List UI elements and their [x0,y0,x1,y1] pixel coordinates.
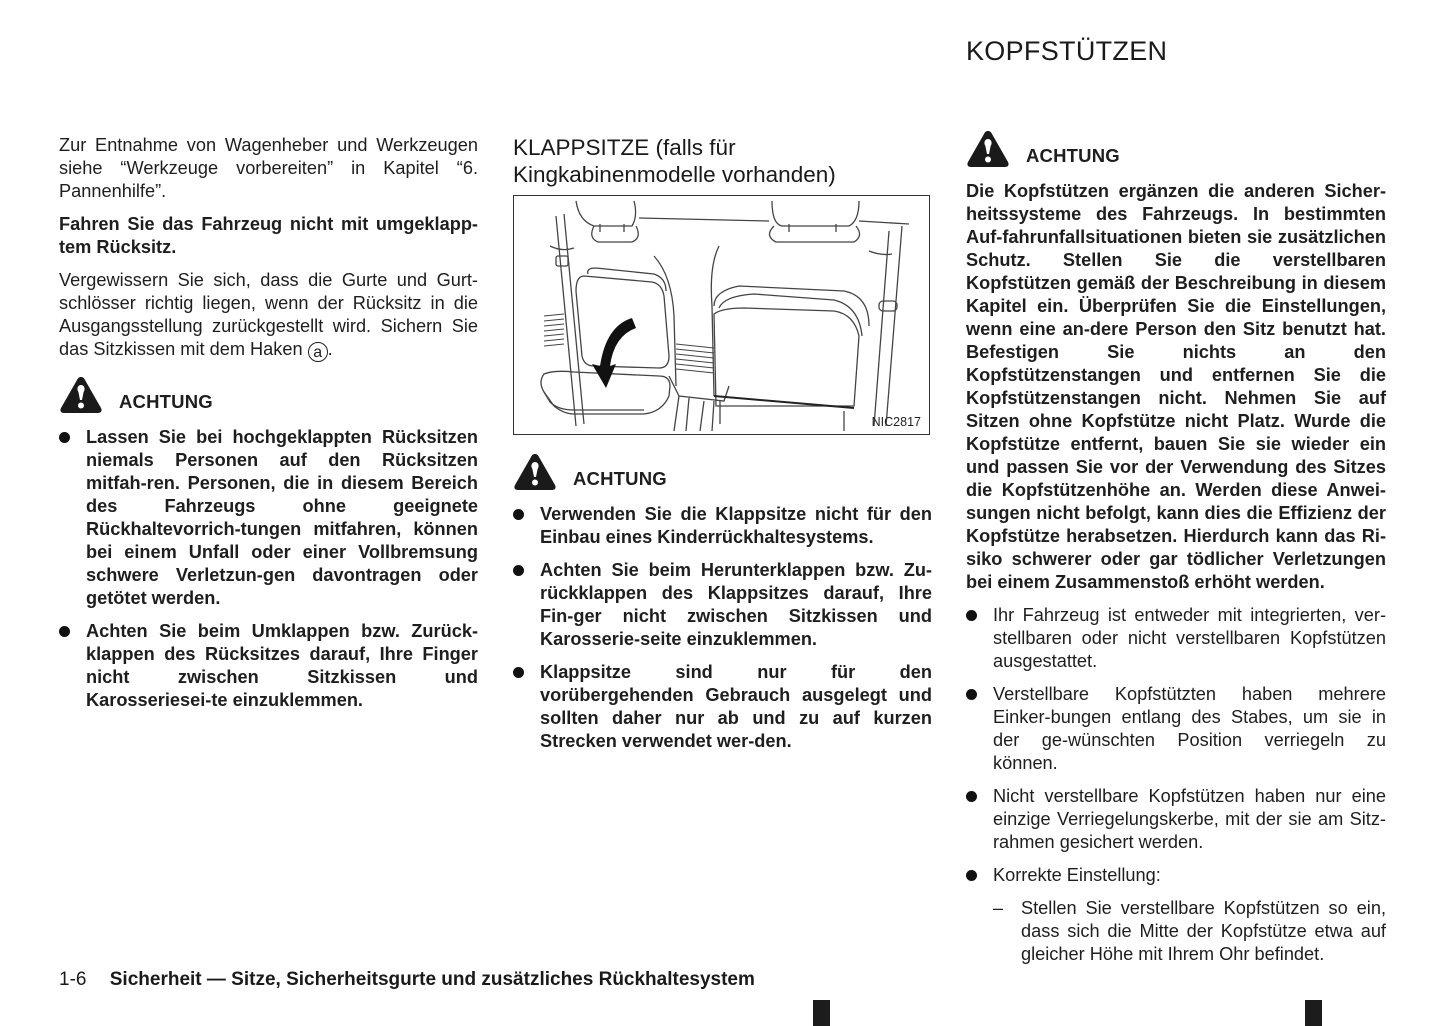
figure-code: NIC2817 [871,415,921,429]
warning-triangle-icon [59,376,103,414]
section-title: KLAPPSITZE (falls für Kingkabinenmodelle vorhanden) [513,135,836,187]
list-item: Verstellbare Kopfstützten haben mehrere Einker-bungen entlang des Stabes, um sie in der ge-wünschten Position verriegeln zu können. [966,683,1386,775]
bullet-icon [513,509,524,520]
warning-header [59,376,478,414]
list-item: Achten Sie beim Herunterklappen bzw. Zu-rückklappen des Klappsitzes darauf, Ihre Fin-ger nicht zwischen Sitzkissen und Karosserie-seite einzuklemmen. [513,559,932,651]
page-title: KOPFSTÜTZEN [966,36,1168,66]
bullet-icon [513,667,524,678]
bullet-icon [513,565,524,576]
warning-list [59,426,478,712]
page-number: 1-6 [59,969,87,990]
list-item: Verwenden Sie die Klappsitze nicht für den Einbau eines Kinderrückhaltesystems. [513,503,932,549]
bullet-icon [59,432,70,443]
instruction-paragraph [59,269,478,362]
bullet-icon [966,689,977,700]
fold-down-arrow-icon [514,196,930,435]
warning-label: ACHTUNG [119,391,213,412]
thumb-index-mark [1305,1000,1322,1026]
instruction-text: Vergewissern Sie sich, dass die Gurte und Gurt-schlösser richtig liegen, wenn der Rücksitz in die Ausgangsstellung zurückgestellt wird. Sichern Sie das Sitzkissen mit dem Haken [59,270,478,359]
warning-text: Die Kopfstützen ergänzen die anderen Sicher-heitssysteme des Fahrzeugs. In bestimmten Auf-fahrunfallsituationen bieten sie zusätzlichen Schutz. Stellen Sie die verstellbaren Kopfstützen gemäß der Beschreibung in diesem Kapitel ein. Überprüfen Sie die Einstellungen, wenn eine an-dere Person den Sitz benutzt hat. Befestigen Sie nichts an den Kopfstützenstangen und entfernen Sie die Kopfstützenstangen nicht. Nehmen Sie auf Sitzen ohne Kopfstütze nicht Platz. Wurde die Kopfstütze entfernt, bauen Sie sie wieder ein und passen Sie vor der Verwendung des Sitzes die Kopfstützenhöhe an. Werden diese Anwei-sungen nicht befolgt, kann dies die Effizienz der Kopfstütze herabsetzen. Hierdurch kann das Ri-siko schwerer oder gar tödlicher Verletzungen bei einem Zusammenstoß erhöht werden. [966,181,1386,592]
sub-list [966,897,1386,966]
warning-triangle-icon [966,130,1010,168]
list-item: Ihr Fahrzeug ist entweder mit integrierten, ver-stellbaren oder nicht verstellbaren Kopfstützen ausgestattet. [966,604,1386,673]
left-column [59,134,478,722]
right-column [966,134,1386,966]
bullet-icon [966,610,977,621]
intro-paragraph: Zur Entnahme von Wagenheber und Werkzeugen siehe “Werkzeuge vorbereiten” in Kapitel “6. Pannenhilfe”. [59,135,478,201]
page-footer [59,969,755,991]
bold-note: Fahren Sie das Fahrzeug nicht mit umgeklapp-tem Rücksitz. [59,214,478,257]
warning-header [966,130,1386,168]
thumb-index-mark [813,1000,830,1026]
list-item: Klappsitze sind nur für den vorübergehenden Gebrauch ausgelegt und sollten daher nur ab und zu auf kurzen Strecken verwendet wer-den. [513,661,932,753]
middle-column [513,134,932,763]
list-item: Korrekte Einstellung: [966,864,1386,887]
warning-triangle-icon [513,453,557,491]
bullet-icon [966,870,977,881]
warning-label: ACHTUNG [1026,145,1120,166]
seat-illustration [513,195,930,435]
info-list [966,604,1386,887]
bullet-icon [59,626,70,637]
chapter-title: Sicherheit — Sitze, Sicherheitsgurte und zusätzliches Rückhaltesystem [109,969,755,990]
callout-marker: a [308,342,328,362]
sub-list-item: – Stellen Sie verstellbare Kopfstützen so ein, dass sich die Mitte der Kopfstütze etwa auf gleicher Höhe mit Ihrem Ohr befindet. [993,898,1386,964]
bullet-icon [966,791,977,802]
warning-header [513,453,932,491]
list-item: Lassen Sie bei hochgeklappten Rücksitzen niemals Personen auf den Rücksitzen mitfah-ren. Personen, die in diesem Bereich des Fahrzeugs ohne geeignete Rückhaltevorrich-tungen mitfahren, können bei einem Unfall oder einer Vollbremsung schwere Verletzun-gen davontragen oder getötet werden. [59,426,478,610]
warning-list [513,503,932,753]
instruction-end: . [327,339,333,359]
list-item: Achten Sie beim Umklappen bzw. Zurück-klappen des Rücksitzes darauf, Ihre Finger nicht zwischen Sitzkissen und Karosseriesei-te einzuklemmen. [59,620,478,712]
dash-marker: – [993,898,1004,918]
warning-label: ACHTUNG [573,468,667,489]
list-item: Nicht verstellbare Kopfstützen haben nur eine einzige Verriegelungskerbe, mit der sie am Sitz-rahmen gesichert werden. [966,785,1386,854]
